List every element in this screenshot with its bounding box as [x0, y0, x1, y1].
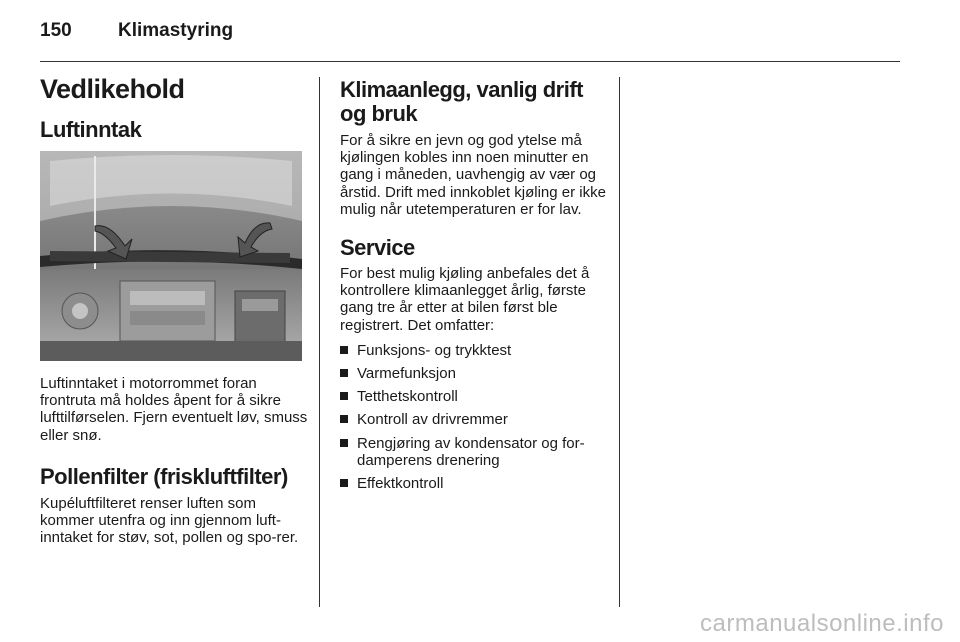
klimaanlegg-heading: Klimaanlegg, vanlig drift og bruk	[340, 77, 583, 126]
bullet-icon	[340, 415, 348, 423]
pollenfilter-block	[40, 465, 310, 547]
section-title: Klimastyring	[118, 20, 234, 41]
column-divider	[319, 77, 320, 607]
engine-bay-photo	[40, 151, 302, 361]
list-item: Funksjons- og trykktest	[340, 342, 608, 359]
bullet-icon	[340, 392, 348, 400]
page-number: 150	[40, 20, 72, 41]
column-divider-right	[619, 77, 620, 607]
klimaanlegg-text: For å sikre en jevn og god ytelse må kjølingen kobles inn noen minutter en gang i måneden, uavhengig av vær og årstid. Drift med innkoblet kjøling er ikke mulig når utetemperaturen er for lav.	[340, 132, 606, 218]
main-title: Vedlikehold	[40, 74, 185, 104]
list-item: Kontroll av drivremmer	[340, 411, 608, 428]
luftinntak-body	[40, 375, 310, 444]
list-item: Varmefunksjon	[340, 365, 608, 382]
service-list	[340, 342, 608, 492]
bullet-icon	[340, 479, 348, 487]
luftinntak-heading-block	[40, 118, 315, 142]
service-text: For best mulig kjøling anbefales det å kontrollere klimaanlegget årlig, første gang tre år etter at bilen først ble registrert. Det omfatter:	[340, 265, 590, 334]
bullet-icon	[340, 439, 348, 447]
list-item: Rengjøring av kondensator og for-damperens drenering	[340, 435, 608, 469]
list-item: Tetthetskontroll	[340, 388, 608, 405]
service-heading: Service	[340, 235, 415, 261]
luftinntak-heading: Luftinntak	[40, 117, 142, 142]
watermark: carmanualsonline.info	[700, 610, 944, 637]
right-column	[340, 78, 608, 498]
bullet-icon	[340, 369, 348, 377]
pollenfilter-text: Kupéluftfilteret renser luften som kommer utenfra og inn gjennom luft-inntaket for støv, sot, pollen og spo-rer.	[40, 495, 299, 547]
header-rule	[40, 61, 900, 62]
list-item: Effektkontroll	[340, 475, 608, 492]
bullet-icon	[340, 346, 348, 354]
luftinntak-text: Luftinntaket i motorrommet foran frontruta må holdes åpent for å sikre lufttilførselen. Fjern eventuelt løv, smuss eller snø.	[40, 375, 308, 444]
pollenfilter-heading: Pollenfilter (friskluftfilter)	[40, 464, 288, 489]
